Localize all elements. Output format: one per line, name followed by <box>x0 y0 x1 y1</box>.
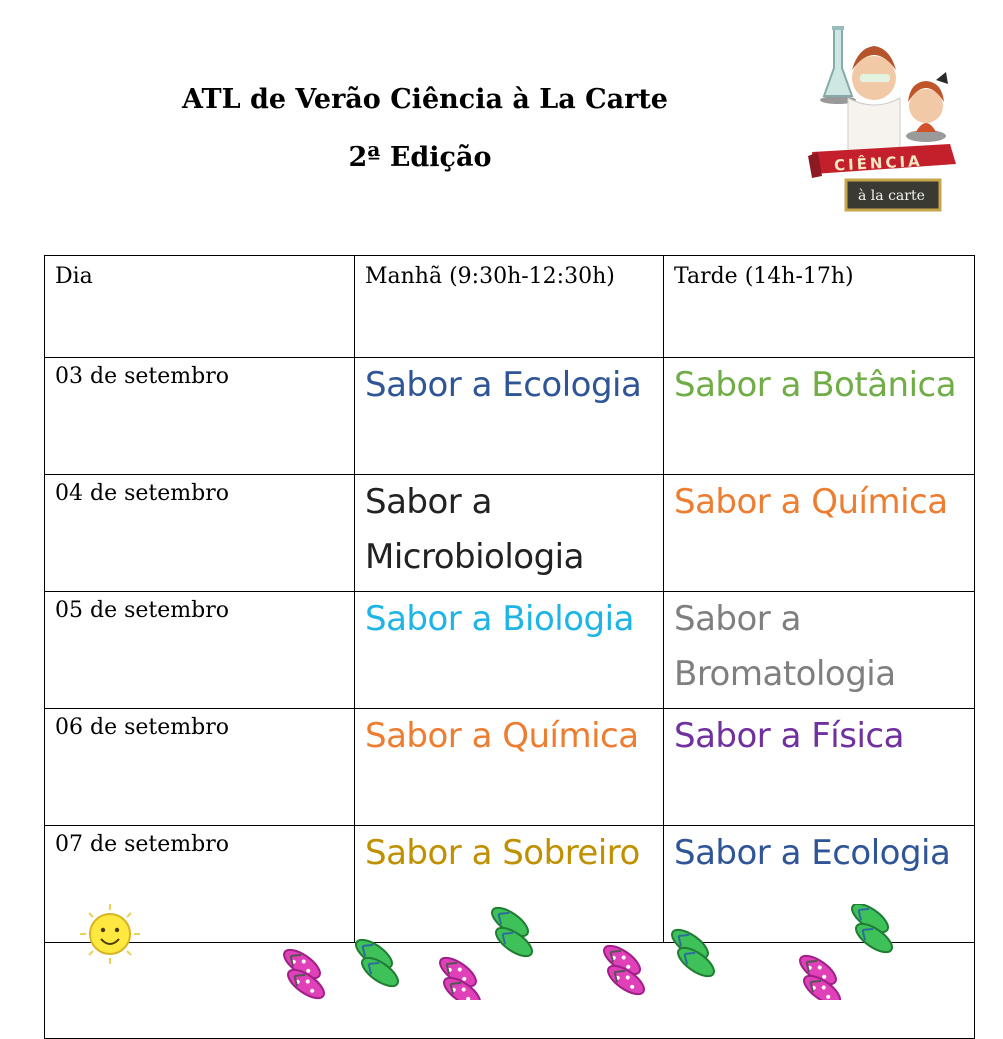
morning-activity: Sabor a Química <box>355 709 664 826</box>
edition-subtitle: 2ª Edição <box>348 142 492 173</box>
day-cell: 05 de setembro <box>45 592 355 709</box>
afternoon-activity: Sabor a Bromatologia <box>664 592 975 709</box>
day-cell: 06 de setembro <box>45 709 355 826</box>
morning-activity: Sabor a Sobreiro <box>355 826 664 943</box>
day-cell: 07 de setembro <box>45 826 355 943</box>
table-row <box>45 709 975 826</box>
afternoon-activity: Sabor a Física <box>664 709 975 826</box>
flip-flop-icon <box>280 904 897 1000</box>
header-day: Dia <box>45 256 355 358</box>
logo-banner-text: CIÊNCIA <box>833 151 924 175</box>
morning-activity: Sabor a Microbiologia <box>355 475 664 592</box>
header-morning: Manhã (9:30h-12:30h) <box>355 256 664 358</box>
table-header-row <box>45 256 975 358</box>
morning-activity: Sabor a Biologia <box>355 592 664 709</box>
header-afternoon: Tarde (14h-17h) <box>664 256 975 358</box>
ciencia-a-la-carte-logo <box>808 18 958 214</box>
morning-activity: Sabor a Ecologia <box>355 358 664 475</box>
page-title: ATL de Verão Ciência à La Carte <box>182 84 668 115</box>
afternoon-activity: Sabor a Ecologia <box>664 826 975 943</box>
sun-icon <box>80 904 140 964</box>
day-cell: 03 de setembro <box>45 358 355 475</box>
table-row <box>45 358 975 475</box>
afternoon-activity: Sabor a Química <box>664 475 975 592</box>
day-cell: 04 de setembro <box>45 475 355 592</box>
table-row <box>45 592 975 709</box>
logo-board-text: à la carte <box>858 188 925 204</box>
decoration-strip <box>44 904 974 1000</box>
table-row <box>45 475 975 592</box>
afternoon-activity: Sabor a Botânica <box>664 358 975 475</box>
